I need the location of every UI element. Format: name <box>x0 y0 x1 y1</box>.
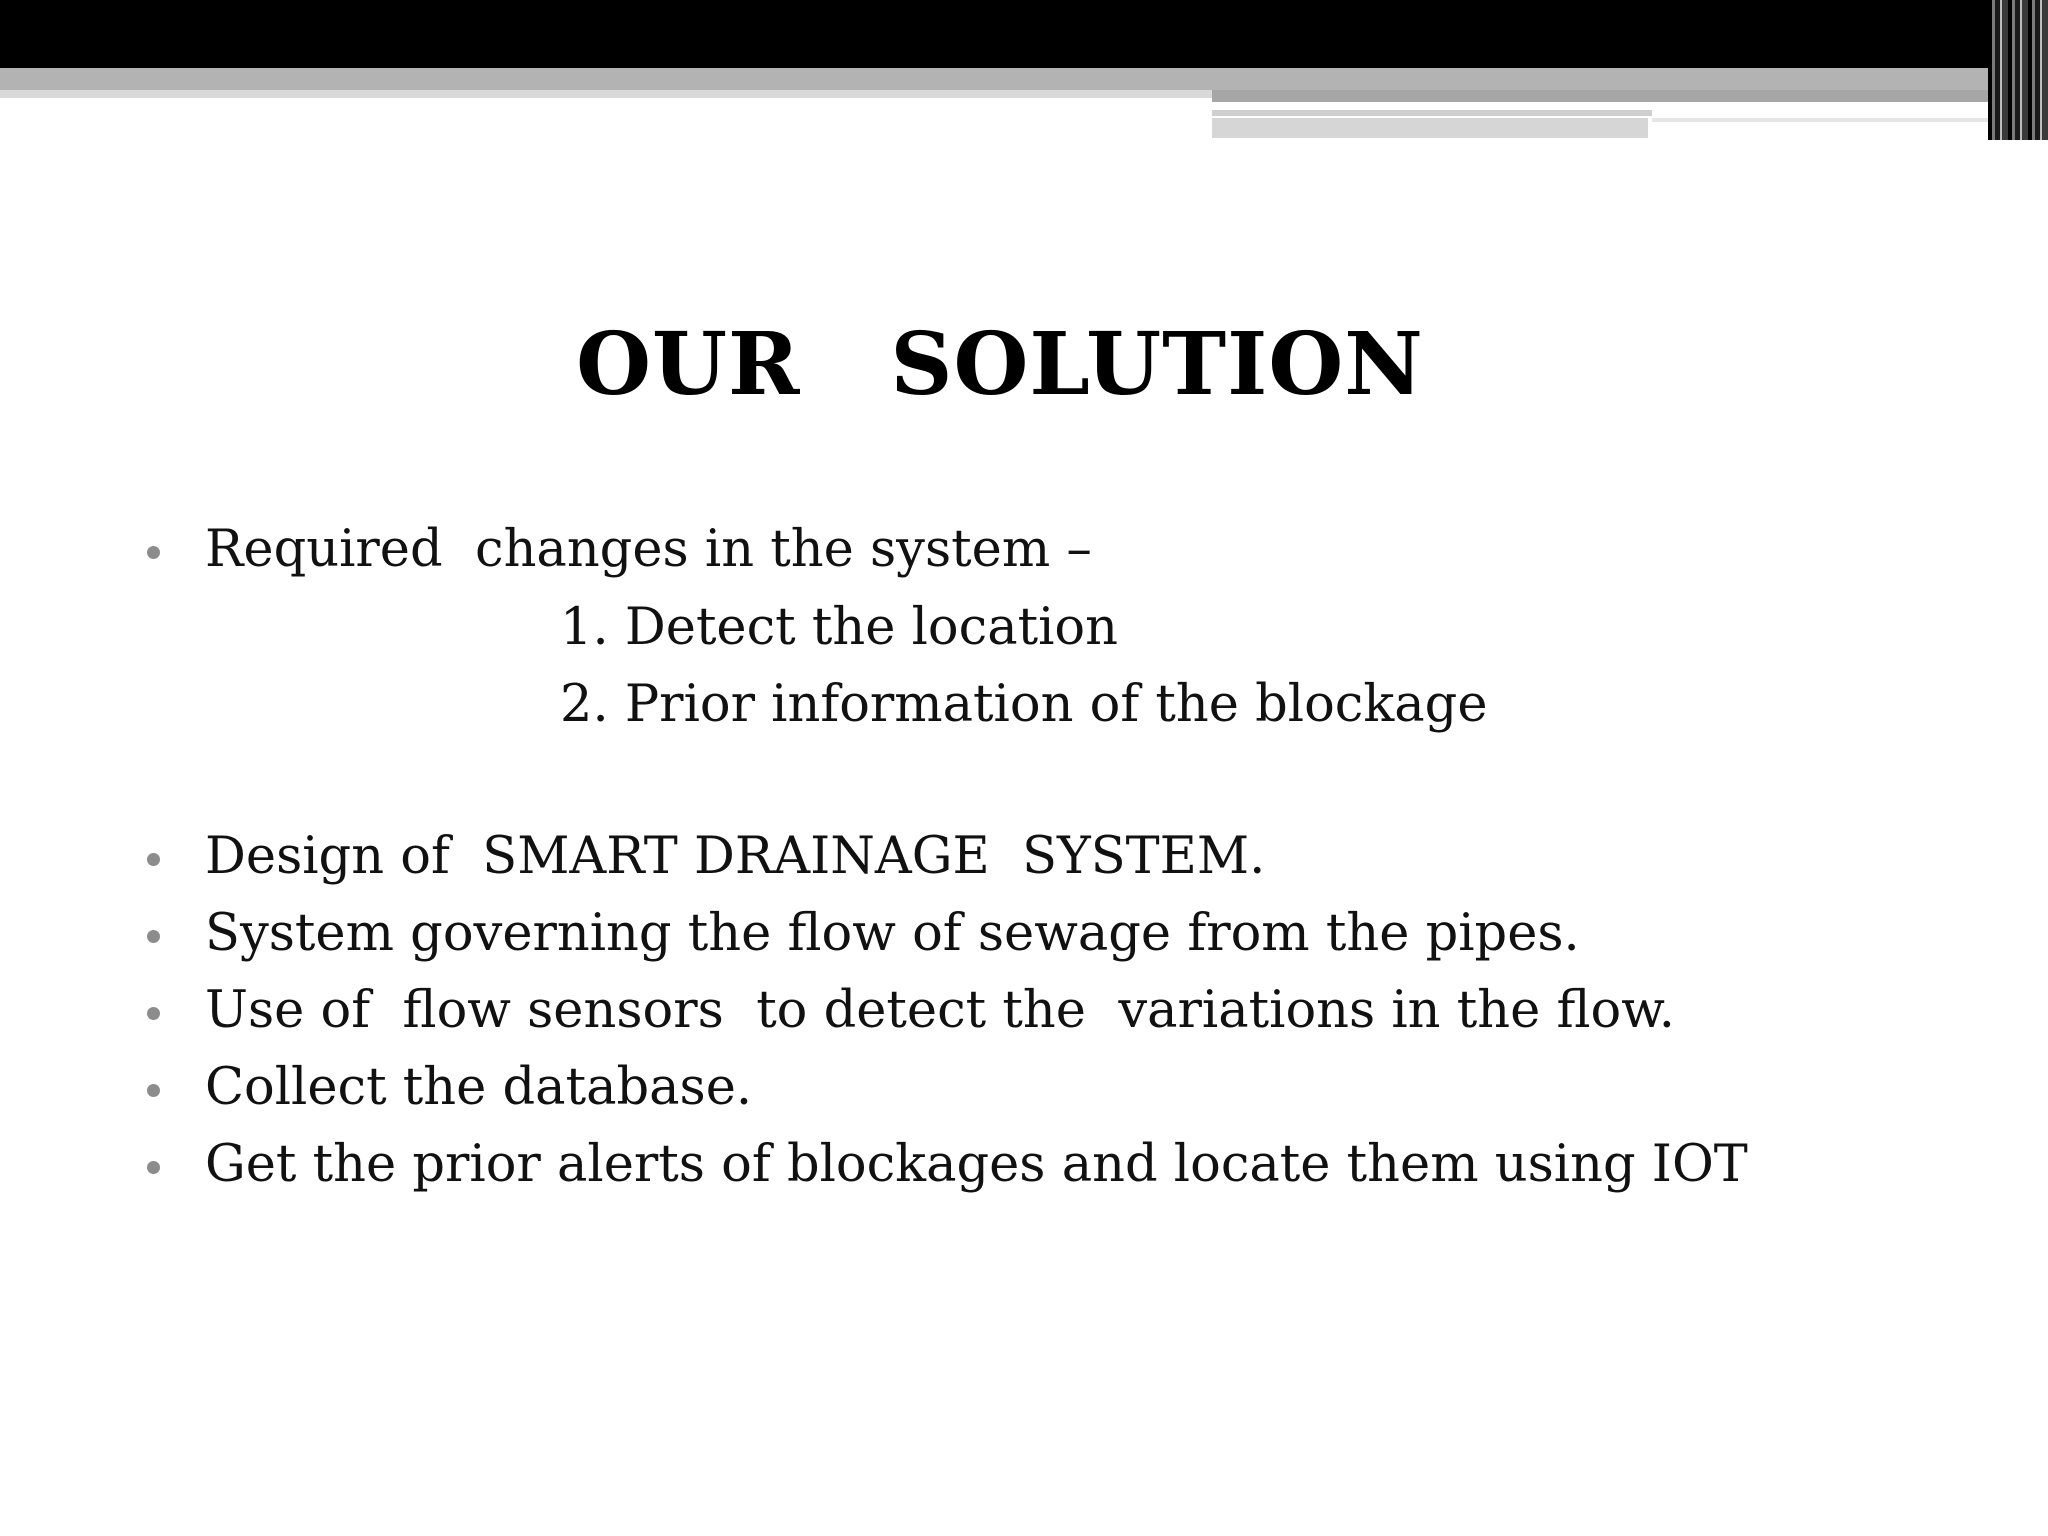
header-band-right <box>1212 90 2048 102</box>
sub-item: 1. Detect the location <box>560 598 1118 657</box>
bullet-dot <box>147 853 160 866</box>
sub-item: 2. Prior information of the blockage <box>560 675 1488 734</box>
header-band <box>0 0 2048 68</box>
bullet-text: Required changes in the system – <box>205 520 1092 579</box>
bullet-dot <box>147 1161 160 1174</box>
header-stripes <box>1988 0 2048 140</box>
header-band-gap <box>1212 102 2048 110</box>
header-band-grey <box>0 68 2048 90</box>
bullet-text: System governing the flow of sewage from the pipes. <box>205 904 1580 963</box>
bullet-text: Use of flow sensors to detect the variations in the flow. <box>205 981 1676 1040</box>
bullet-dot <box>147 1084 160 1097</box>
header-band-thin <box>1212 110 1652 116</box>
bullet-dot <box>147 930 160 943</box>
bullet-text: Collect the database. <box>205 1058 753 1117</box>
slide-title: OUR SOLUTION <box>576 314 1424 415</box>
header-band-lower <box>1212 118 1648 138</box>
bullet-dot <box>147 546 160 559</box>
bullet-dot <box>147 1007 160 1020</box>
bullet-text: Get the prior alerts of blockages and locate them using IOT <box>205 1135 1748 1194</box>
bullet-text: Design of SMART DRAINAGE SYSTEM. <box>205 827 1266 886</box>
header-band-light <box>0 90 1212 98</box>
